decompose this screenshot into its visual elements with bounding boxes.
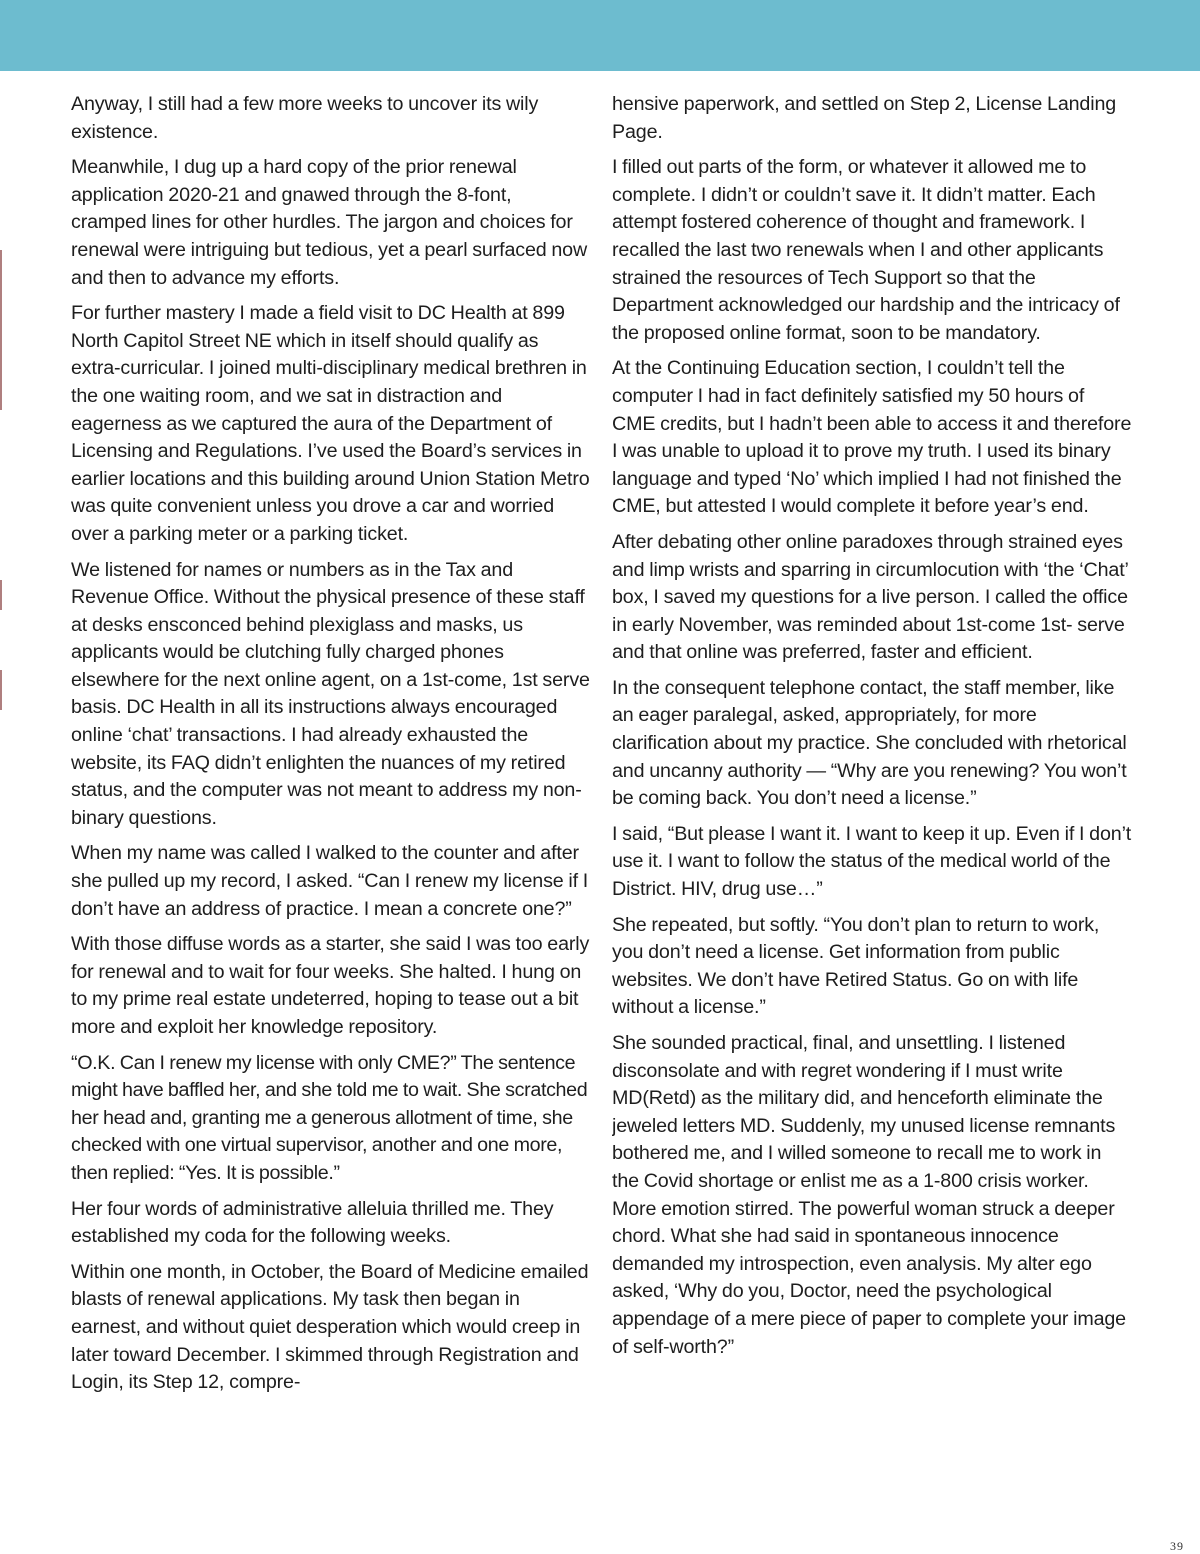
body-paragraph: I said, “But please I want it. I want to keep it up. Even if I don’t use it. I want to follow the status of the medical world of the District. HIV, drug use…” <box>612 822 1132 901</box>
page-number: 39 <box>1170 1539 1184 1553</box>
body-paragraph: We listened for names or numbers as in the Tax and Revenue Office. Without the physical presence of these staff at desks ensconced behind plexiglass and masks, us applicants would be clutching fully charged phones elsewhere for the next online agent, on a 1st-come, 1st serve basis. DC Health in all its instructions always encouraged online ‘chat’ transactions. I had already exhausted the website, its FAQ didn’t enlighten the nuances of my retired status, and the computer was not meant to address my non-binary questions. <box>71 558 590 829</box>
body-paragraph: I filled out parts of the form, or whatever it allowed me to complete. I didn’t or couldn’t save it. It didn’t matter. Each attempt fostered coherence of thought and framework. I recalled the last two renewals when I and other applicants strained the resources of Tech Support so that the Department acknowledged our hardship and the intricacy of the proposed online format, soon to be mandatory. <box>612 156 1120 344</box>
body-paragraph: hensive paperwork, and settled on Step 2, License Landing Page. <box>612 93 1117 143</box>
body-paragraph: In the consequent telephone contact, the staff member, like an eager paralegal, asked, appropriately, for more clarification about my practice. She concluded with rhetorical and uncanny authority — “Why are you renewing? You won’t be coming back. You don’t need a license.” <box>612 676 1127 810</box>
body-paragraph: With those diffuse words as a starter, she said I was too early for renewal and to wait for four weeks. She halted. I hung on to my prime real estate undeterred, hoping to tease out a bit more and exploit her knowledge repository. <box>71 933 590 1038</box>
left-text-column <box>71 91 591 1501</box>
body-paragraph: After debating other online paradoxes through strained eyes and limp wrists and sparring in circumlocution with ‘the ‘Chat’ box, I saved my questions for a live person. I called the office in early November, was reminded about 1st-come 1st- serve and that online was preferred, faster and efficient. <box>612 530 1129 664</box>
body-paragraph: Within one month, in October, the Board of Medicine emailed blasts of renewal applications. My task then began in earnest, and without quiet desperation which would creep in later toward December. I skimmed through Registration and Login, its Step 12, compre- <box>71 1260 589 1394</box>
body-paragraph: Her four words of administrative alleluia thrilled me. They established my coda for the following weeks. <box>71 1197 554 1248</box>
body-paragraph: She sounded practical, final, and unsettling. I listened disconsolate and with regret wondering if I must write MD(Retd) as the military did, and henceforth eliminate the jeweled letters MD. Suddenly, my unused license remnants bothered me, and I willed someone to recall me to work in the Covid shortage or enlist me as a 1-800 crisis worker. More emotion stirred. The powerful woman struck a deeper chord. What she had said in spontaneous innocence demanded my introspection, even analysis. My alter ego asked, ‘Why do you, Doctor, need the psychological appendage of a mere piece of paper to complete your image of self-worth?” <box>612 1032 1126 1358</box>
body-paragraph: She repeated, but softly. “You don’t plan to return to work, you don’t need a license. Get information from public websites. We don’t have Retired Status. Go on with life without a license.” <box>612 913 1100 1019</box>
binding-edge-marks <box>0 250 2 710</box>
body-paragraph: “O.K. Can I renew my license with only CME?” The sentence might have baffled her, and she told me to wait. She scratched her head and, granting me a generous allotment of time, she checked with one virtual supervisor, another and one more, then replied: “Yes. It is possible.” <box>71 1051 588 1184</box>
body-paragraph: When my name was called I walked to the counter and after she pulled up my record, I asked. “Can I renew my license if I don’t have an address of practice. I mean a concrete one?” <box>71 842 589 920</box>
body-paragraph: Meanwhile, I dug up a hard copy of the prior renewal application 2020-21 and gnawed through the 8-font, cramped lines for other hurdles. The jargon and choices for renewal were intriguing but tedious, yet a pearl surfaced now and then to advance my efforts. <box>71 156 588 289</box>
body-paragraph: At the Continuing Education section, I couldn’t tell the computer I had in fact definitely satisfied my 50 hours of CME credits, but I hadn’t been able to access it and therefore I was unable to upload it to prove my truth. I used its binary language and typed ‘No’ which implied I had not finished the CME, but attested I would complete it before year’s end. <box>612 357 1132 518</box>
header-color-band <box>0 0 1200 71</box>
body-paragraph: For further mastery I made a field visit to DC Health at 899 North Capitol Street NE which in itself should qualify as extra-curricular. I joined multi-disciplinary medical brethren in the one waiting room, and we sat in distraction and eagerness as we captured the aura of the Department of Licensing and Regulations. I’ve used the Board’s services in earlier locations and this building around Union Station Metro was quite convenient unless you drove a car and worried over a parking meter or a parking ticket. <box>71 302 590 545</box>
right-text-column <box>612 91 1132 1501</box>
body-paragraph: Anyway, I still had a few more weeks to uncover its wily existence. <box>71 93 539 143</box>
